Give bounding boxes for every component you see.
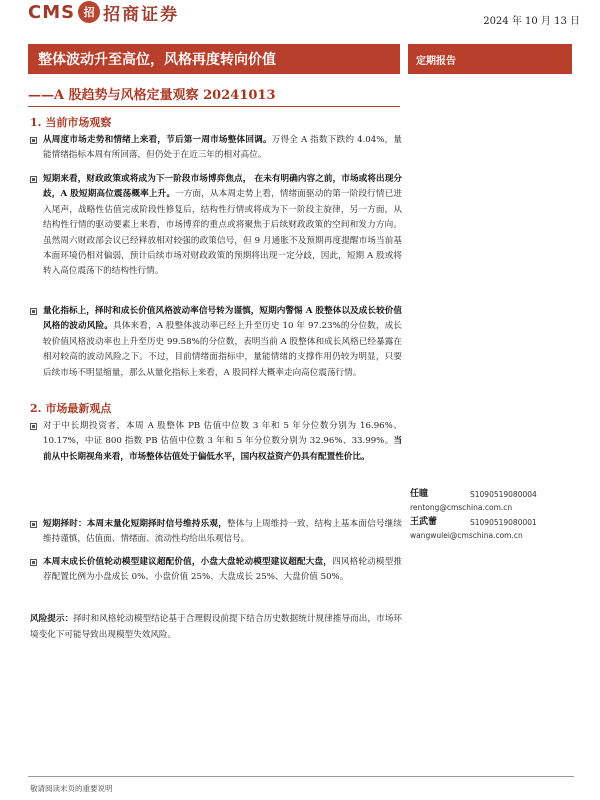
bullet-item xyxy=(30,133,402,164)
report-date: 2024 年 10 月 13 日 xyxy=(483,16,580,27)
analyst-card xyxy=(410,488,580,514)
checkbox-bullet-icon xyxy=(30,176,37,183)
bullet-text: 对于中长期投资者，本周 A 股整体 PB 估值中位数 3 年和 5 年分位数分别为 16.96%、10.17%，中证 800 指数 PB 估值中位数 3 年和 5 年分位数分别为 32.96%、33.99%。 xyxy=(43,421,402,447)
checkbox-bullet-icon xyxy=(30,137,37,144)
bullet-bold-text: 从周度市场走势和情绪上来看，节后第一周市场整体回调。 xyxy=(43,135,272,145)
analyst-email[interactable]: wangwulei@cmschina.com.cn xyxy=(410,531,523,540)
analyst-name: 王武蕾 xyxy=(410,517,438,527)
analyst-name: 任瞳 xyxy=(410,489,429,499)
checkbox-bullet-icon xyxy=(30,423,37,430)
checkbox-bullet-icon xyxy=(30,308,37,315)
bullet-bold-text: 量化指标上，择时和成长价值风格波动率信号转为谨慎，短期内警惕 A 股整体以及成长较价值风格的波动风险。 xyxy=(43,306,402,332)
analyst-cert: S1090519080004 xyxy=(470,490,537,499)
cms-logo xyxy=(28,0,179,24)
subtitle-divider xyxy=(28,106,400,107)
section-heading-1: 1. 当前市场观察 xyxy=(30,116,112,129)
risk-warning xyxy=(30,612,402,643)
title-bar xyxy=(28,44,400,74)
section-heading-2: 2. 市场最新观点 xyxy=(30,402,112,415)
report-title: 整体波动升至高位，风格再度转向价值 xyxy=(38,52,276,68)
bullet-bold-text: 短期来看，财政政策或将成为下一阶段市场博弈焦点， 在未有明确内容之前，市场或将出现分歧，A 股短期高位震荡概率上升。 xyxy=(43,174,402,200)
bullet-text: 具体来看，A 股整体波动率已经上升至历史 10 年 97.23%的分位数，成长较价值风格波动率也上升至历史 99.58%的分位数，表明当前 A 股整体和成长风格已经暴露在相对较高的波动风险之下。不过，目前情绪面指标中，量能情绪的支撑作用仍较为明显，只要后续市场不明显缩量，那么从量化指标上来看，A 股同样大概率走向高位震荡行情。 xyxy=(43,321,402,378)
bullet-bold-text: 本周末成长价值轮动模型建议超配价值，小盘大盘轮动模型建议超配大盘， xyxy=(43,557,333,567)
bullet-text: 四风格轮动模型推荐配置比例为小盘成长 0%、小盘价值 25%、大盘成长 25%、大盘价值 50%。 xyxy=(43,557,402,583)
bullet-text: 整体与上周维持一致，结构上基本面信号继续维持谨慎，估值面、情绪面、流动性均给出乐观信号。 xyxy=(43,519,402,545)
report-type-label: 定期报告 xyxy=(416,56,456,67)
footer-note: 敬请阅读末页的重要说明 xyxy=(30,784,113,793)
page-header xyxy=(0,0,600,36)
report-type-tag xyxy=(408,44,572,74)
analyst-card xyxy=(410,516,580,542)
bullet-text: 一方面，从本周走势上看，情绪面驱动的第一阶段行情已进入尾声，战略性估值完成阶段性修复后，结构性行情或将成为下一阶段主旋律，另一方面，从结构性行情的驱动要素上来看，市场博弈的重点或将聚焦于后续财政政策的空间和发力方向。虽然周六财政部会议已经释放相对较强的政策信号，但 9 月通胀不及预期再度提醒市场当前基本面环境仍相对偏弱，预计后续市场对财政政策的预期将出现一定分歧，因此，短期 A 股或将转入高位震荡下的结构性行情。 xyxy=(43,189,402,277)
bullet-item xyxy=(30,555,402,586)
logo-en-text: CMS xyxy=(28,1,76,23)
footer-divider xyxy=(28,776,574,777)
checkbox-bullet-icon xyxy=(30,559,37,566)
logo-badge-icon: 招 xyxy=(78,1,100,23)
bullet-item xyxy=(30,517,402,548)
bullet-bold-text: 当前从中长期视角来看，市场整体估值处于偏低水平，国内权益资产仍具有配置性价比。 xyxy=(43,436,402,462)
analyst-email[interactable]: rentong@cmschina.com.cn xyxy=(410,503,513,512)
risk-text: 择时和风格轮动模型结论基于合理假设前提下结合历史数据统计规律推导而出，市场环境变化下可能导致出现模型失效风险。 xyxy=(30,614,402,640)
bullet-bold-text: 短期择时：本周末量化短期择时信号维持乐观， xyxy=(43,519,227,529)
bullet-text: 万得全 A 指数下跌约 4.04%，量能情绪指标本周有所回落，但仍处于在近三年的相对高位。 xyxy=(43,135,402,161)
bullet-item xyxy=(30,304,402,381)
checkbox-bullet-icon xyxy=(30,521,37,528)
bullet-item xyxy=(30,172,402,280)
risk-label: 风险提示： xyxy=(30,614,74,624)
report-subtitle: ——A 股趋势与风格定量观察 20241013 xyxy=(28,88,276,103)
logo-cn-text: 招商证券 xyxy=(103,4,180,25)
analyst-cert: S1090519080001 xyxy=(470,518,537,527)
bullet-item xyxy=(30,419,402,465)
